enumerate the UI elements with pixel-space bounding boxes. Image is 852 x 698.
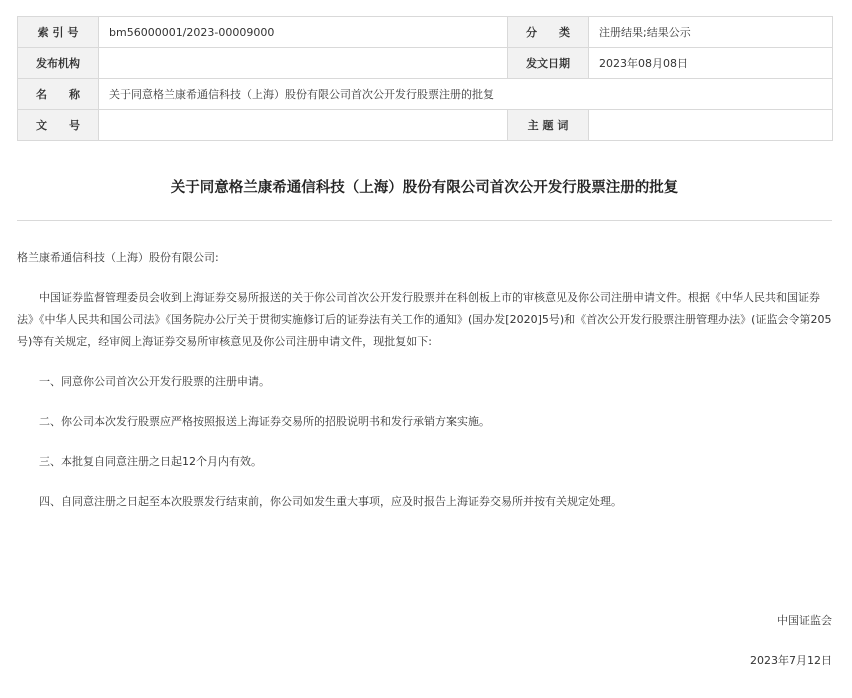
title-divider [17,220,832,221]
publisher-value [99,48,508,79]
meta-row-publisher [18,48,833,79]
meta-row-index [18,17,833,48]
list-item: 三、本批复自同意注册之日起12个月内有效。 [39,455,262,468]
greeting: 格兰康希通信科技（上海）股份有限公司: [17,251,219,264]
main-paragraph: 中国证券监督管理委员会收到上海证券交易所报送的关于你公司首次公开发行股票并在科创板上市的审核意见及你公司注册申请文件。根据《中华人民共和国证券法》《中华人民共和国公司法》《国务院办公厅关于贯彻实施修订后的证券法有关工作的通知》(国办发[2020]5号)和《首次公开发行股票注册管理办法》(证监会令第205号)等有关规定，经审阅上海证券交易所审核意见及你公司注册申请文件，现批复如下: [17,291,832,348]
list-item: 四、自同意注册之日起至本次股票发行结束前，你公司如发生重大事项，应及时报告上海证券交易所并按有关规定处理。 [39,495,622,508]
meta-row-docno [18,110,833,141]
index-label: 索 引 号 [18,17,99,48]
meta-row-name [18,79,833,110]
name-label: 名 称 [18,79,99,110]
date-value: 2023年08月08日 [589,48,833,79]
document-title: 关于同意格兰康希通信科技（上海）股份有限公司首次公开发行股票注册的批复 [170,180,679,196]
signature-block [750,610,832,672]
metadata-table [17,16,833,141]
name-value: 关于同意格兰康希通信科技（上海）股份有限公司首次公开发行股票注册的批复 [99,79,833,110]
list-item: 二、你公司本次发行股票应严格按照报送上海证券交易所的招股说明书和发行承销方案实施。 [39,415,490,428]
subject-value [589,110,833,141]
category-label: 分 类 [508,17,589,48]
docno-label: 文 号 [18,110,99,141]
list-item: 一、同意你公司首次公开发行股票的注册申请。 [39,375,270,388]
category-value: 注册结果;结果公示 [589,17,833,48]
publisher-label: 发布机构 [18,48,99,79]
subject-label: 主 题 词 [508,110,589,141]
date-label: 发文日期 [508,48,589,79]
docno-value [99,110,508,141]
document-body [17,247,834,531]
signature: 中国证监会 [777,614,832,627]
sign-date: 2023年7月12日 [750,654,832,667]
index-value: bm56000001/2023-00009000 [99,17,508,48]
